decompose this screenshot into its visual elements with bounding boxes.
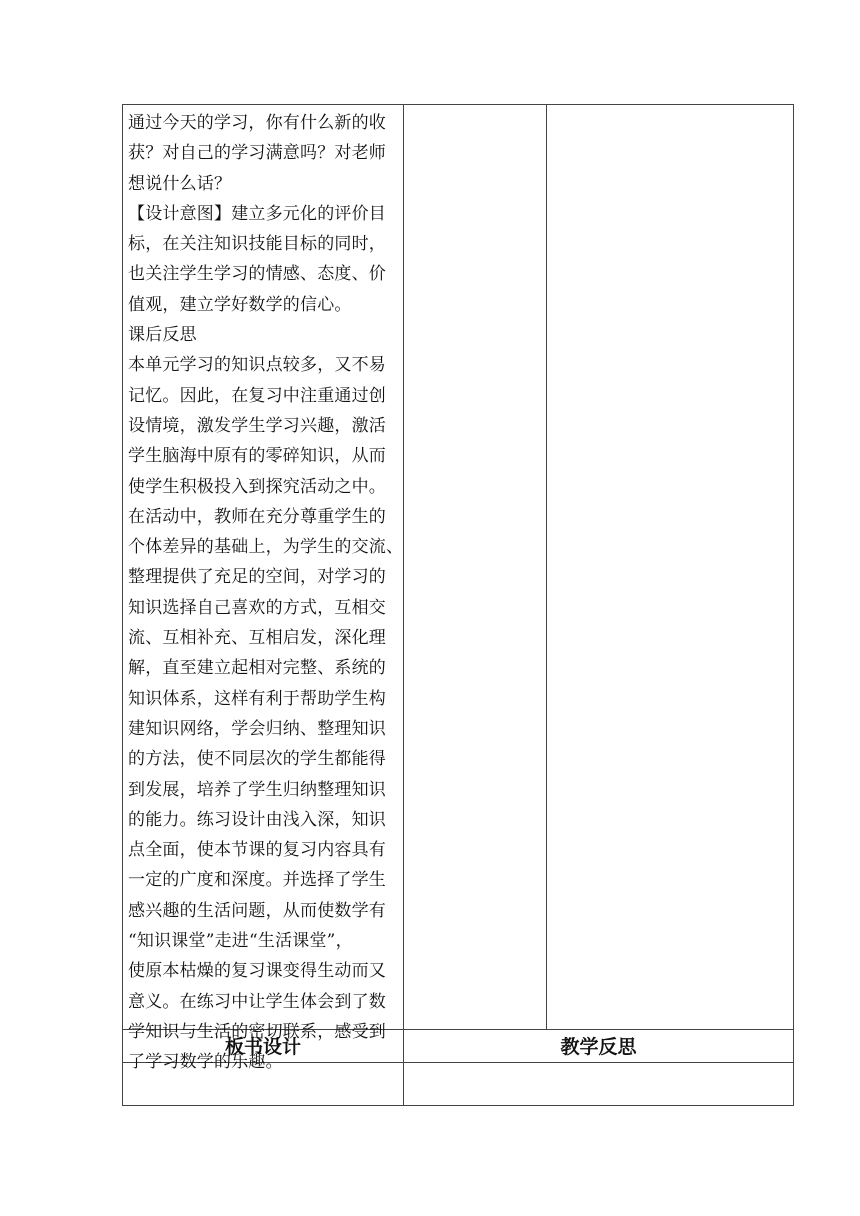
text-line: 感兴趣的生活问题，从而使数学有 [128, 900, 386, 921]
text-line: “知识课堂”走进“生活课堂”， [128, 931, 353, 952]
text-line: 值观，建立学好数学的信心。 [128, 294, 352, 315]
text-line: 一定的广度和深度。并选择了学生 [128, 870, 386, 891]
text-line: 学知识与生活的密切联系，感受到 [128, 1021, 386, 1042]
text-line: 获？对自己的学习满意吗？对老师 [128, 143, 386, 164]
reflection-text-cell [128, 108, 404, 1078]
table-border-right [793, 104, 794, 1106]
text-line: 知识体系，这样有利于帮助学生构 [128, 688, 386, 709]
text-line: 课后反思 [128, 325, 197, 346]
text-line: 意义。在练习中让学生体会到了数 [128, 991, 386, 1012]
table-border-bottom [122, 1105, 794, 1106]
text-line: 标，在关注知识技能目标的同时， [128, 234, 386, 255]
text-line: 了学习数学的乐趣。 [128, 1052, 283, 1073]
text-line: 点全面，使本节课的复习内容具有 [128, 840, 386, 861]
text-line: 想说什么话？ [128, 173, 232, 194]
text-line: 的能力。练习设计由浅入深，知识 [128, 809, 386, 830]
text-line: 使学生积极投入到探究活动之中。 [128, 476, 386, 497]
text-line: 个体差异的基础上，为学生的交流、 [128, 537, 404, 558]
right-empty-cell [547, 105, 793, 1029]
teaching-reflection-cell [404, 1063, 793, 1105]
text-line: 解，直至建立起相对完整、系统的 [128, 658, 386, 679]
text-line: 在活动中，教师在充分尊重学生的 [128, 506, 386, 527]
text-line: 整理提供了充足的空间，对学习的 [128, 567, 386, 588]
text-line: 的方法，使不同层次的学生都能得 [128, 749, 386, 770]
board-design-cell [123, 1063, 403, 1105]
text-line: 【设计意图】建立多元化的评价目 [128, 203, 386, 224]
teaching-reflection-header: 教学反思 [560, 1036, 637, 1058]
text-line: 本单元学习的知识点较多，又不易 [128, 355, 386, 376]
text-line: 学生脑海中原有的零碎知识，从而 [128, 446, 386, 467]
text-line: 设情境，激发学生学习兴趣，激活 [128, 415, 386, 436]
text-line: 建知识网络，学会归纳、整理知识 [128, 718, 386, 739]
text-line: 流、互相补充、互相启发，深化理 [128, 628, 386, 649]
text-line: 使原本枯燥的复习课变得生动而又 [128, 961, 386, 982]
table-border-left [122, 104, 123, 1106]
board-design-header: 板书设计 [224, 1036, 301, 1058]
middle-empty-cell [404, 105, 546, 1029]
text-line: 到发展，培养了学生归纳整理知识 [128, 779, 386, 800]
text-line: 也关注学生学习的情感、态度、价 [128, 264, 386, 285]
text-line: 通过今天的学习，你有什么新的收 [128, 113, 386, 133]
text-line: 知识选择自己喜欢的方式，互相交 [128, 597, 386, 618]
text-line: 记忆。因此，在复习中注重通过创 [128, 385, 386, 406]
